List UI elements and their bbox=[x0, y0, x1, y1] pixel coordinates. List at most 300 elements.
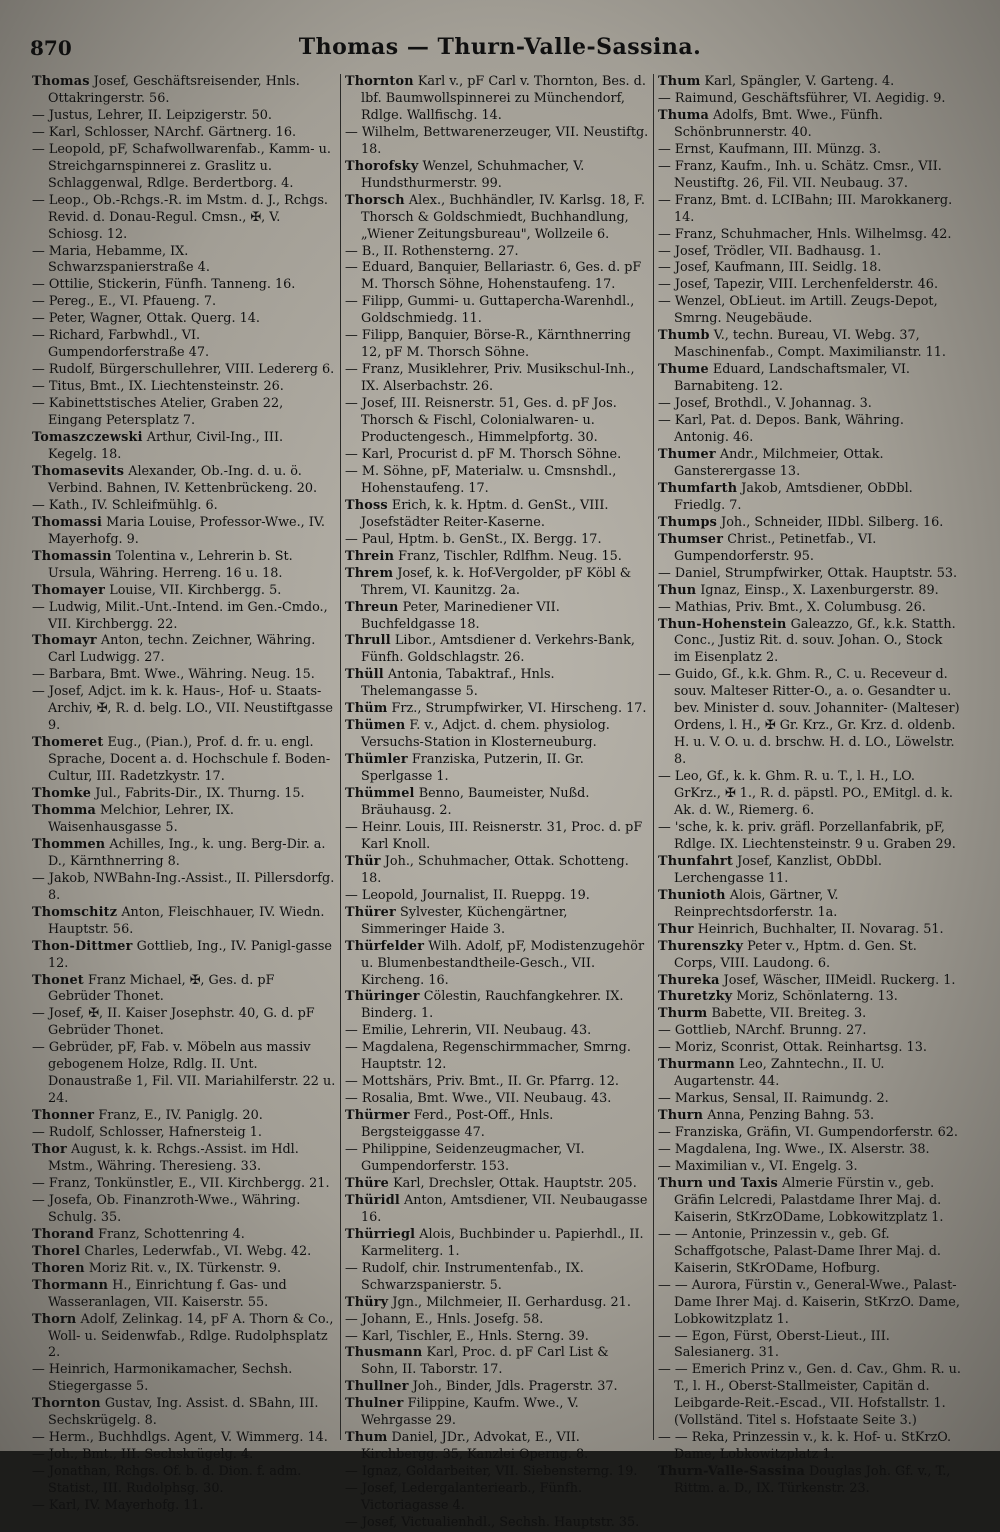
entry-surname: Thürfelder bbox=[345, 938, 425, 954]
directory-entry bbox=[658, 396, 962, 413]
entry-text: H., Einrichtung f. Gas- und Wasseranlagen, VII. Kaiserstr. 55. bbox=[48, 1277, 287, 1310]
running-head: Thomas — Thurn-Valle-Sassina. bbox=[298, 34, 702, 60]
entry-text: Melchior, Lehrer, IX. Waisenhausgasse 5. bbox=[48, 802, 234, 835]
entry-text: Moriz, Schönlaterng. 13. bbox=[732, 989, 898, 1005]
directory-entry bbox=[658, 888, 962, 922]
entry-text: Karl, Drechsler, Ottak. Hauptstr. 205. bbox=[389, 1175, 637, 1191]
entry-surname: Thürriegl bbox=[345, 1226, 416, 1242]
directory-entry bbox=[658, 1278, 962, 1329]
directory-entry bbox=[32, 1040, 336, 1108]
entry-text: — B., II. Rothensterng. 27. bbox=[345, 243, 519, 259]
directory-entry bbox=[32, 837, 336, 871]
directory-entry bbox=[658, 1176, 962, 1227]
entry-text: — Mathias, Priv. Bmt., X. Columbusg. 26. bbox=[658, 599, 926, 615]
entry-surname: Thumer bbox=[658, 446, 716, 462]
directory-entry bbox=[32, 600, 336, 634]
entry-surname: Thonner bbox=[32, 1108, 95, 1124]
entry-text: Wenzel, Schuhmacher, V. Hundsthurmerstr. 99. bbox=[361, 158, 585, 191]
entry-surname: Threin bbox=[345, 548, 395, 564]
entry-text: — Wilhelm, Bettwarenerzeuger, VII. Neustiftg. 18. bbox=[345, 124, 649, 157]
entry-text: — Maria, Hebamme, IX. Schwarzspanierstraße 4. bbox=[32, 243, 210, 276]
entry-text: Daniel, JDr., Advokat, E., VII. Kirchbergg. 35, Kanzlei Operng. 8. bbox=[361, 1430, 589, 1463]
directory-entry bbox=[345, 786, 649, 820]
entry-surname: Thomassin bbox=[32, 548, 112, 564]
entry-text: Joh., Schneider, IIDbl. Silberg. 16. bbox=[717, 514, 944, 530]
directory-entry bbox=[345, 74, 649, 125]
directory-entry bbox=[345, 1040, 649, 1074]
entry-text: — Franz, Tonkünstler, E., VII. Kirchbergg. 21. bbox=[32, 1175, 330, 1191]
entry-surname: Thormann bbox=[32, 1277, 109, 1293]
directory-entry bbox=[345, 600, 649, 634]
entry-text: — Wenzel, ObLieut. im Artill. Zeugs-Depot, Smrng. Neugebäude. bbox=[658, 294, 938, 327]
entry-text: — Ernst, Kaufmann, III. Münzg. 3. bbox=[658, 141, 882, 157]
entry-text: — Gebrüder, pF, Fab. v. Möbeln aus massiv gebogenem Holze, Rdlg. II. Unt. Donaustraße 1, Fil. VII. Mariahilferstr. 22 u. 24. bbox=[32, 1040, 336, 1107]
directory-entry bbox=[32, 1108, 336, 1125]
directory-entry bbox=[658, 481, 962, 515]
entry-surname: Thunioth bbox=[658, 887, 726, 903]
entry-surname: Thomassi bbox=[32, 514, 103, 530]
entry-text: — Heinrich, Harmonikamacher, Sechsh. Stiegergasse 5. bbox=[32, 1362, 293, 1395]
entry-text: — — Emerich Prinz v., Gen. d. Cav., Ghm. R. u. T., l. H., Oberst-Stallmeister, Capitän d. Leibgarde-Reit.-Escad., VII. Hofstallstr. 1. (Vollständ. Titel s. Hofstaate Seite 3.) bbox=[658, 1362, 961, 1429]
entry-text: Almerie Fürstin v., geb. Gräfin Lelcredi, Palastdame Ihrer Maj. d. Kaiserin, StKrzODame, Lobkowitzplatz 1. bbox=[674, 1175, 944, 1225]
entry-text: — Josef, ✠, II. Kaiser Josephstr. 40, G. d. pF Gebrüder Thonet. bbox=[32, 1006, 315, 1039]
entry-text: — Josef, Brothdl., V. Johannag. 3. bbox=[658, 396, 872, 412]
directory-entry bbox=[345, 1295, 649, 1312]
entry-text: Babette, VII. Breiteg. 3. bbox=[707, 1006, 867, 1022]
entry-text: Jul., Fabrits-Dir., IX. Thurng. 15. bbox=[91, 786, 305, 802]
entry-text: — Eduard, Banquier, Bellariastr. 6, Ges. d. pF M. Thorsch Söhne, Hohenstaufeng. 17. bbox=[345, 260, 642, 293]
entry-text: Maria Louise, Professor-Wwe., IV. Mayerhofg. 9. bbox=[48, 514, 325, 547]
directory-entry bbox=[32, 803, 336, 837]
entry-surname: Thureka bbox=[658, 972, 720, 988]
entry-surname: Thrull bbox=[345, 633, 391, 649]
entry-text: Heinrich, Buchhalter, II. Novarag. 51. bbox=[693, 921, 944, 937]
entry-text: Josef, k. k. Hof-Vergolder, pF Köbl & Threm, VI. Kaunitzg. 2a. bbox=[361, 565, 632, 598]
directory-entry bbox=[345, 905, 649, 939]
entry-surname: Thurenszky bbox=[658, 938, 744, 954]
entry-text: — — Antonie, Prinzessin v., geb. Gf. Schaffgotsche, Palast-Dame Ihrer Maj. d. Kaiserin, StKrODame, Hofburg. bbox=[658, 1226, 941, 1276]
entry-text: — Maximilian v., VI. Engelg. 3. bbox=[658, 1159, 858, 1174]
entry-text: — Emilie, Lehrerin, VII. Neubaug. 43. bbox=[345, 1023, 592, 1039]
entry-text: — Justus, Lehrer, II. Leipzigerstr. 50. bbox=[32, 107, 272, 123]
directory-entry bbox=[658, 328, 962, 362]
entry-text: Eduard, Landschaftsmaler, VI. Barnabiteng. 12. bbox=[674, 362, 910, 395]
directory-entry bbox=[345, 498, 649, 532]
entry-text: Franz, Tischler, Rdlfhm. Neug. 15. bbox=[394, 548, 622, 564]
directory-entry bbox=[345, 1193, 649, 1227]
directory-entry bbox=[345, 294, 649, 328]
entry-surname: Thümmel bbox=[345, 786, 415, 802]
directory-entry bbox=[345, 193, 649, 244]
directory-entry bbox=[658, 260, 962, 277]
entry-text: August, k. k. Rchgs.-Assist. im Hdl. Mstm., Währing. Theresieng. 33. bbox=[48, 1142, 299, 1174]
entry-text: — Ignaz, Goldarbeiter, VII. Siebensterng. 19. bbox=[345, 1464, 638, 1480]
directory-entry bbox=[658, 973, 962, 990]
directory-entry bbox=[345, 718, 649, 752]
entry-text: — Ludwig, Milit.-Unt.-Intend. im Gen.-Cmdo., VII. Kirchbergg. 22. bbox=[32, 599, 328, 632]
entry-text: — Franz, Schuhmacher, Hnls. Wilhelmsg. 42. bbox=[658, 226, 952, 242]
entry-text: — Paul, Hptm. b. GenSt., IX. Bergg. 17. bbox=[345, 531, 602, 547]
directory-entry bbox=[658, 854, 962, 888]
entry-text: — Gottlieb, NArchf. Brunng. 27. bbox=[658, 1023, 867, 1039]
directory-entry bbox=[32, 277, 336, 294]
entry-surname: Thornton bbox=[32, 1396, 101, 1412]
entry-text: — Karl, Pat. d. Depos. Bank, Währing. Antonig. 46. bbox=[658, 413, 904, 446]
directory-entry bbox=[658, 1142, 962, 1159]
entry-text: — Titus, Bmt., IX. Liechtensteinstr. 26. bbox=[32, 379, 284, 395]
directory-entry bbox=[32, 1193, 336, 1227]
entry-surname: Thonet bbox=[32, 972, 84, 988]
entry-text: Charles, Lederwfab., VI. Webg. 42. bbox=[80, 1243, 312, 1259]
directory-entry bbox=[658, 1430, 962, 1464]
entry-surname: Thorofsky bbox=[345, 158, 419, 174]
directory-entry bbox=[658, 1108, 962, 1125]
directory-entry bbox=[32, 583, 336, 600]
directory-entry bbox=[32, 684, 336, 735]
directory-entry bbox=[32, 74, 336, 108]
directory-entry bbox=[658, 294, 962, 328]
directory-entry bbox=[658, 159, 962, 193]
directory-entry bbox=[658, 1329, 962, 1363]
entry-surname: Thomeret bbox=[32, 735, 104, 751]
entry-text: — Karl, Procurist d. pF M. Thorsch Söhne. bbox=[345, 446, 622, 462]
entry-text: Anna, Penzing Bahng. 53. bbox=[703, 1108, 875, 1124]
entry-surname: Thümler bbox=[345, 752, 408, 768]
directory-entry bbox=[658, 583, 962, 600]
directory-entry bbox=[345, 1430, 649, 1464]
directory-entry bbox=[345, 854, 649, 888]
directory-entry bbox=[345, 1379, 649, 1396]
entry-surname: Thun-Hohenstein bbox=[658, 616, 787, 632]
entry-surname: Thomke bbox=[32, 786, 92, 802]
entry-text: — 'sche, k. k. priv. gräfl. Porzellanfabrik, pF, Rdlge. IX. Liechtensteinstr. 9 u. Graben 29. bbox=[658, 819, 956, 852]
directory-column-2 bbox=[345, 74, 649, 1531]
entry-text: — Franz, Musiklehrer, Priv. Musikschul-Inh., IX. Alserbachstr. 26. bbox=[345, 362, 635, 395]
directory-entry bbox=[32, 633, 336, 667]
entry-text: — Josef, Trödler, VII. Badhausg. 1. bbox=[658, 243, 882, 259]
entry-text: — Ottilie, Stickerin, Fünfh. Tanneng. 16. bbox=[32, 277, 296, 293]
directory-entry bbox=[658, 1057, 962, 1091]
directory-entry bbox=[32, 1430, 336, 1447]
entry-text: Franz, E., IV. Paniglg. 20. bbox=[94, 1108, 263, 1124]
directory-entry bbox=[32, 294, 336, 311]
directory-entry bbox=[345, 1396, 649, 1430]
entry-text: Louise, VII. Kirchbergg. 5. bbox=[105, 582, 282, 598]
entry-surname: Thüringer bbox=[345, 989, 420, 1005]
entry-text: — Franziska, Gräfin, VI. Gumpendorferstr. 62. bbox=[658, 1125, 958, 1141]
directory-entry bbox=[658, 989, 962, 1006]
entry-text: — Rosalia, Bmt. Wwe., VII. Neubaug. 43. bbox=[345, 1091, 612, 1107]
directory-entry bbox=[32, 1227, 336, 1244]
entry-text: Arthur, Civil-Ing., III. Kegelg. 18. bbox=[48, 430, 284, 462]
directory-entry bbox=[32, 786, 336, 803]
entry-text: — Heinr. Louis, III. Reisnerstr. 31, Proc. d. pF Karl Knoll. bbox=[345, 819, 643, 852]
entry-text: Christ., Petinetfab., VI. Gumpendorferstr. 95. bbox=[674, 531, 877, 564]
directory-entry bbox=[345, 244, 649, 261]
entry-text: Karl v., pF Carl v. Thornton, Bes. d. lbf. Baumwollspinnerei zu Münchendorf, Rdlge. Wallfischg. 14. bbox=[361, 74, 646, 123]
entry-surname: Thorand bbox=[32, 1226, 95, 1242]
directory-entry bbox=[345, 1345, 649, 1379]
entry-surname: Threm bbox=[345, 565, 394, 581]
directory-entry bbox=[345, 464, 649, 498]
entry-surname: Thunfahrt bbox=[658, 853, 733, 869]
directory-entry bbox=[345, 1091, 649, 1108]
directory-entry bbox=[32, 1006, 336, 1040]
entry-text: — Rudolf, chir. Instrumentenfab., IX. Schwarzspanierstr. 5. bbox=[345, 1260, 584, 1293]
directory-entry bbox=[658, 447, 962, 481]
entry-text: Antonia, Tabaktraf., Hnls. Thelemangasse 5. bbox=[361, 667, 555, 700]
entry-text: — Mottshärs, Priv. Bmt., II. Gr. Pfarrg. 12. bbox=[345, 1074, 619, 1090]
entry-text: Alex., Buchhändler, IV. Karlsg. 18, F. Thorsch & Goldschmiedt, Buchhandlung, „Wiener Zeitungsbureau", Wollzeile 6. bbox=[361, 192, 645, 242]
entry-text: — Peter, Wagner, Ottak. Querg. 14. bbox=[32, 311, 260, 327]
directory-entry bbox=[658, 1091, 962, 1108]
directory-entry bbox=[658, 515, 962, 532]
entry-text: — Franz, Bmt. d. LCIBahn; III. Marokkanerg. 14. bbox=[658, 192, 953, 225]
entry-text: Anton, techn. Zeichner, Währing. Carl Ludwigg. 27. bbox=[48, 633, 316, 666]
directory-entry bbox=[345, 752, 649, 786]
entry-text: — Rudolf, Bürgerschullehrer, VIII. Ledererg 6. bbox=[32, 362, 335, 378]
directory-entry bbox=[658, 532, 962, 566]
directory-entry bbox=[345, 1142, 649, 1176]
entry-surname: Thulner bbox=[345, 1396, 404, 1412]
entry-text: Peter v., Hptm. d. Gen. St. Corps, VIII. Laudong. 6. bbox=[674, 938, 917, 971]
entry-surname: Thorel bbox=[32, 1243, 81, 1259]
entry-text: — Josef, Victualienhdl., Sechsh. Hauptstr. 35. bbox=[345, 1515, 640, 1531]
entry-surname: Threun bbox=[345, 599, 399, 615]
directory-entry bbox=[345, 701, 649, 718]
entry-surname: Thon-Dittmer bbox=[32, 938, 133, 954]
entry-surname: Thumfarth bbox=[658, 480, 738, 496]
entry-surname: Thür bbox=[345, 853, 381, 869]
entry-text: — Josef, Adjct. im k. k. Haus-, Hof- u. Staats-Archiv, ✠, R. d. belg. LO., VII. Neustiftgasse 9. bbox=[32, 684, 333, 734]
entry-text: — Richard, Farbwhdl., VI. Gumpendorferstraße 47. bbox=[32, 328, 210, 361]
directory-entry bbox=[345, 1329, 649, 1346]
entry-text: — Philippine, Seidenzeugmacher, VI. Gumpendorferstr. 153. bbox=[345, 1142, 585, 1174]
directory-entry bbox=[345, 1312, 649, 1329]
entry-text: Galeazzo, Gf., k.k. Statth. Conc., Justiz Rit. d. souv. Johan. O., Stock im Eisenplatz 2. bbox=[674, 616, 956, 666]
entry-text: Alois, Gärtner, V. Reinprechtsdorferstr. 1a. bbox=[674, 887, 839, 920]
column-rule bbox=[340, 74, 341, 1440]
entry-surname: Thumb bbox=[658, 328, 710, 344]
directory-entry bbox=[32, 464, 336, 498]
entry-text: Adolf, Zelinkag. 14, pF A. Thorn & Co., Woll- u. Seidenwfab., Rdlge. Rudolphsplatz 2. bbox=[48, 1311, 334, 1361]
directory-entry bbox=[345, 1515, 649, 1532]
entry-text: Alexander, Ob.-Ing. d. u. ö. Verbind. Bahnen, IV. Kettenbrückeng. 20. bbox=[48, 463, 318, 496]
directory-entry bbox=[32, 1261, 336, 1278]
entry-surname: Thuma bbox=[658, 107, 709, 123]
directory-entry bbox=[32, 1125, 336, 1142]
entry-text: Gustav, Ing. Assist. d. SBahn, III. Sechskrügelg. 8. bbox=[48, 1396, 319, 1429]
entry-text: — Filipp, Banquier, Börse-R., Kärnthnerring 12, pF M. Thorsch Söhne. bbox=[345, 328, 631, 361]
page-header bbox=[0, 30, 1000, 66]
entry-text: Peter, Marinediener VII. Buchfeldgasse 18. bbox=[361, 599, 560, 632]
directory-entry bbox=[32, 1176, 336, 1193]
entry-text: — Markus, Sensal, II. Raimundg. 2. bbox=[658, 1091, 889, 1107]
directory-entry bbox=[658, 1023, 962, 1040]
directory-entry bbox=[658, 1040, 962, 1057]
entry-text: Franziska, Putzerin, II. Gr. Sperlgasse 1. bbox=[361, 752, 584, 785]
entry-text: Jakob, Amtsdiener, ObDbl. Friedlg. 7. bbox=[674, 480, 913, 513]
directory-entry bbox=[345, 989, 649, 1023]
directory-entry bbox=[32, 379, 336, 396]
directory-entry bbox=[658, 142, 962, 159]
directory-entry bbox=[345, 1227, 649, 1261]
column-rule bbox=[653, 74, 654, 1440]
directory-entry bbox=[345, 1481, 649, 1515]
entry-text: Sylvester, Küchengärtner, Simmeringer Haide 3. bbox=[361, 904, 568, 937]
directory-entry bbox=[32, 1244, 336, 1261]
entry-text: Josef, Wäscher, IIMeidl. Ruckerg. 1. bbox=[719, 972, 956, 988]
directory-column-1 bbox=[32, 74, 336, 1514]
directory-entry bbox=[32, 193, 336, 244]
entry-text: — Josefa, Ob. Finanzroth-Wwe., Währing. Schulg. 35. bbox=[32, 1192, 301, 1225]
entry-text: Josef, Kanzlist, ObDbl. Lerchengasse 11. bbox=[674, 853, 882, 886]
entry-text: Franz Michael, ✠, Ges. d. pF Gebrüder Thonet. bbox=[48, 972, 275, 1005]
entry-surname: Thurmann bbox=[658, 1057, 735, 1073]
entry-surname: Thüre bbox=[345, 1175, 390, 1191]
directory-entry bbox=[32, 1362, 336, 1396]
directory-entry bbox=[32, 667, 336, 684]
directory-entry bbox=[32, 498, 336, 515]
entry-text: Cölestin, Rauchfangkehrer. IX. Binderg. 1. bbox=[361, 989, 624, 1022]
entry-surname: Thume bbox=[658, 362, 709, 378]
entry-text: Adolfs, Bmt. Wwe., Fünfh. Schönbrunnerstr. 40. bbox=[674, 107, 883, 140]
entry-text: Douglas Joh. Gf. v., T., Rittm. a. D., IX. Türkenstr. 23. bbox=[674, 1464, 951, 1497]
entry-text: — Filipp, Gummi- u. Guttapercha-Warenhdl., Goldschmiedg. 11. bbox=[345, 294, 635, 327]
entry-surname: Thomayr bbox=[32, 633, 97, 649]
entry-surname: Thuretzky bbox=[658, 989, 733, 1005]
entry-text: — Barbara, Bmt. Wwe., Währing. Neug. 15. bbox=[32, 667, 315, 683]
entry-text: Gottlieb, Ing., IV. Panigl-gasse 12. bbox=[48, 938, 332, 971]
directory-entry bbox=[345, 939, 649, 990]
entry-text: — Rudolf, Schlosser, Hafnersteig 1. bbox=[32, 1125, 262, 1141]
directory-entry bbox=[658, 617, 962, 668]
entry-surname: Thoren bbox=[32, 1260, 85, 1276]
directory-entry bbox=[658, 91, 962, 108]
entry-surname: Thurn-Valle-Sassina bbox=[658, 1464, 805, 1480]
directory-entry bbox=[345, 447, 649, 464]
directory-entry bbox=[345, 1108, 649, 1142]
directory-entry bbox=[32, 108, 336, 125]
directory-entry bbox=[32, 871, 336, 905]
directory-entry bbox=[345, 362, 649, 396]
directory-entry bbox=[345, 125, 649, 159]
entry-text: Franz, Schottenring 4. bbox=[94, 1226, 245, 1242]
entry-text: — — Reka, Prinzessin v., k. k. Hof- u. StKrzO. Dame, Lobkowitzplatz 1. bbox=[658, 1430, 952, 1463]
entry-text: — Magdalena, Regenschirmmacher, Smrng. Hauptstr. 12. bbox=[345, 1040, 631, 1073]
entry-surname: Thornton bbox=[345, 74, 414, 89]
directory-column-3 bbox=[658, 74, 962, 1497]
entry-text: — Leopold, pF, Schafwollwarenfab., Kamm- u. Streichgarnspinnerei z. Graslitz u. Schlaggenwal, Rdlge. Berdertborg. 4. bbox=[32, 141, 331, 191]
entry-text: — — Egon, Fürst, Oberst-Lieut., III. Salesianerg. 31. bbox=[658, 1328, 890, 1361]
entry-text: — Joh., Bmt., III. Sechskrügelg. 4. bbox=[32, 1447, 254, 1463]
entry-surname: Thorsch bbox=[345, 192, 405, 208]
entry-surname: Thürmer bbox=[345, 1108, 410, 1124]
entry-surname: Thum bbox=[658, 74, 701, 89]
entry-surname: Thum bbox=[345, 1430, 388, 1446]
directory-entry bbox=[658, 1006, 962, 1023]
entry-text: — Jakob, NWBahn-Ing.-Assist., II. Pillersdorfg. 8. bbox=[32, 870, 335, 903]
entry-text: — Karl, IV. Mayerhofg. 11. bbox=[32, 1498, 204, 1514]
entry-text: — Franz, Kaufm., Inh. u. Schätz. Cmsr., VII. Neustiftg. 26, Fil. VII. Neubaug. 37. bbox=[658, 158, 942, 191]
directory-entry bbox=[32, 905, 336, 939]
entry-surname: Thurn bbox=[658, 1108, 704, 1124]
directory-entry bbox=[32, 1464, 336, 1498]
entry-text: — — Aurora, Fürstin v., General-Wwe., Palast-Dame Ihrer Maj. d. Kaiserin, StKrzO. Dame, Lobkowitzplatz 1. bbox=[658, 1277, 960, 1327]
entry-text: Jgn., Milchmeier, II. Gerhardusg. 21. bbox=[388, 1294, 631, 1310]
entry-text: Leo, Zahntechn., II. U. Augartenstr. 44. bbox=[674, 1057, 885, 1090]
directory-entry bbox=[32, 244, 336, 278]
entry-surname: Tomaszczewski bbox=[32, 430, 143, 446]
entry-text: Josef, Geschäftsreisender, Hnls. Ottakringerstr. 56. bbox=[48, 74, 300, 106]
entry-surname: Thürer bbox=[345, 904, 396, 920]
directory-entry bbox=[345, 1176, 649, 1193]
entry-text: — Josef, Ledergalanteriearb., Fünfh. Victoriagasse 4. bbox=[345, 1481, 583, 1514]
entry-surname: Thümen bbox=[345, 718, 406, 734]
page-number: 870 bbox=[30, 36, 72, 60]
directory-entry bbox=[658, 362, 962, 396]
directory-entry bbox=[658, 600, 962, 617]
directory-entry bbox=[345, 328, 649, 362]
directory-entry bbox=[658, 1159, 962, 1176]
directory-entry bbox=[345, 1261, 649, 1295]
entry-text: Erich, k. k. Hptm. d. GenSt., VIII. Josefstädter Reiter-Kaserne. bbox=[361, 497, 609, 530]
entry-surname: Thüll bbox=[345, 667, 384, 683]
directory-entry bbox=[32, 515, 336, 549]
entry-surname: Thomayer bbox=[32, 582, 106, 598]
entry-surname: Thusmann bbox=[345, 1345, 423, 1361]
entry-surname: Thüry bbox=[345, 1294, 389, 1310]
entry-text: — Guido, Gf., k.k. Ghm. R., C. u. Receveur d. souv. Malteser Ritter-O., a. o. Gesandter u. bev. Minister d. souv. Johanniter- (Malteser) Ordens, l. H., ✠ Gr. Krz., Gr. Krz. d. oldenb. H. u. V. O. u. d. brschw. H. d. LO., Löwelstr. 8. bbox=[658, 667, 960, 768]
entry-text: Alois, Buchbinder u. Papierhdl., II. Karmeliterg. 1. bbox=[361, 1226, 644, 1259]
entry-text: Frz., Strumpfwirker, VI. Hirscheng. 17. bbox=[387, 701, 647, 717]
directory-entry bbox=[345, 396, 649, 447]
entry-text: Karl, Spängler, V. Garteng. 4. bbox=[700, 74, 895, 89]
entry-text: — Leo, Gf., k. k. Ghm. R. u. T., l. H., LO. GrKrz., ✠ 1., R. d. päpstl. PO., EMitgl. d. k. Ak. d. W., Riemerg. 6. bbox=[658, 769, 953, 818]
entry-text: Karl, Proc. d. pF Carl List & Sohn, II. Taborstr. 17. bbox=[361, 1345, 609, 1378]
directory-entry bbox=[658, 244, 962, 261]
entry-text: Benno, Baumeister, Nußd. Bräuhausg. 2. bbox=[361, 786, 590, 818]
entry-text: Wilh. Adolf, pF, Modistenzugehör u. Blumenbestandtheile-Gesch., VII. Kircheng. 16. bbox=[361, 938, 645, 988]
directory-entry bbox=[658, 193, 962, 227]
directory-entry bbox=[658, 939, 962, 973]
directory-entry bbox=[32, 1278, 336, 1312]
entry-surname: Thurn und Taxis bbox=[658, 1175, 778, 1191]
directory-entry bbox=[32, 430, 336, 464]
entry-text: — Jonathan, Rchgs. Of. b. d. Dion. f. adm. Statist., III. Rudolphsg. 30. bbox=[32, 1464, 302, 1497]
entry-text: — Josef, III. Reisnerstr. 51, Ges. d. pF Jos. Thorsch & Fischl, Colonialwaren- u. Productengesch., Himmelpfortg. 30. bbox=[345, 396, 617, 446]
entry-text: — Johann, E., Hnls. Josefg. 58. bbox=[345, 1311, 544, 1327]
entry-surname: Thüridl bbox=[345, 1192, 400, 1208]
entry-text: Ignaz, Einsp., X. Laxenburgerstr. 89. bbox=[696, 582, 939, 598]
entry-surname: Thomma bbox=[32, 802, 96, 818]
directory-entry bbox=[658, 769, 962, 820]
entry-text: — Josef, Tapezir, VIII. Lerchenfelderstr. 46. bbox=[658, 277, 939, 293]
entry-surname: Thomschitz bbox=[32, 904, 118, 920]
directory-entry bbox=[345, 820, 649, 854]
entry-text: — Josef, Kaufmann, III. Seidlg. 18. bbox=[658, 260, 882, 276]
directory-entry bbox=[32, 1142, 336, 1176]
entry-text: Tolentina v., Lehrerin b. St. Ursula, Währing. Herreng. 16 u. 18. bbox=[48, 548, 293, 581]
directory-entry bbox=[32, 1312, 336, 1363]
directory-entry bbox=[32, 328, 336, 362]
directory-entry bbox=[32, 311, 336, 328]
entry-surname: Thorn bbox=[32, 1311, 77, 1327]
directory-entry bbox=[32, 1396, 336, 1430]
directory-entry bbox=[658, 108, 962, 142]
directory-entry bbox=[345, 1074, 649, 1091]
entry-text: Anton, Fleischhauer, IV. Wiedn. Hauptstr. 56. bbox=[48, 904, 325, 937]
